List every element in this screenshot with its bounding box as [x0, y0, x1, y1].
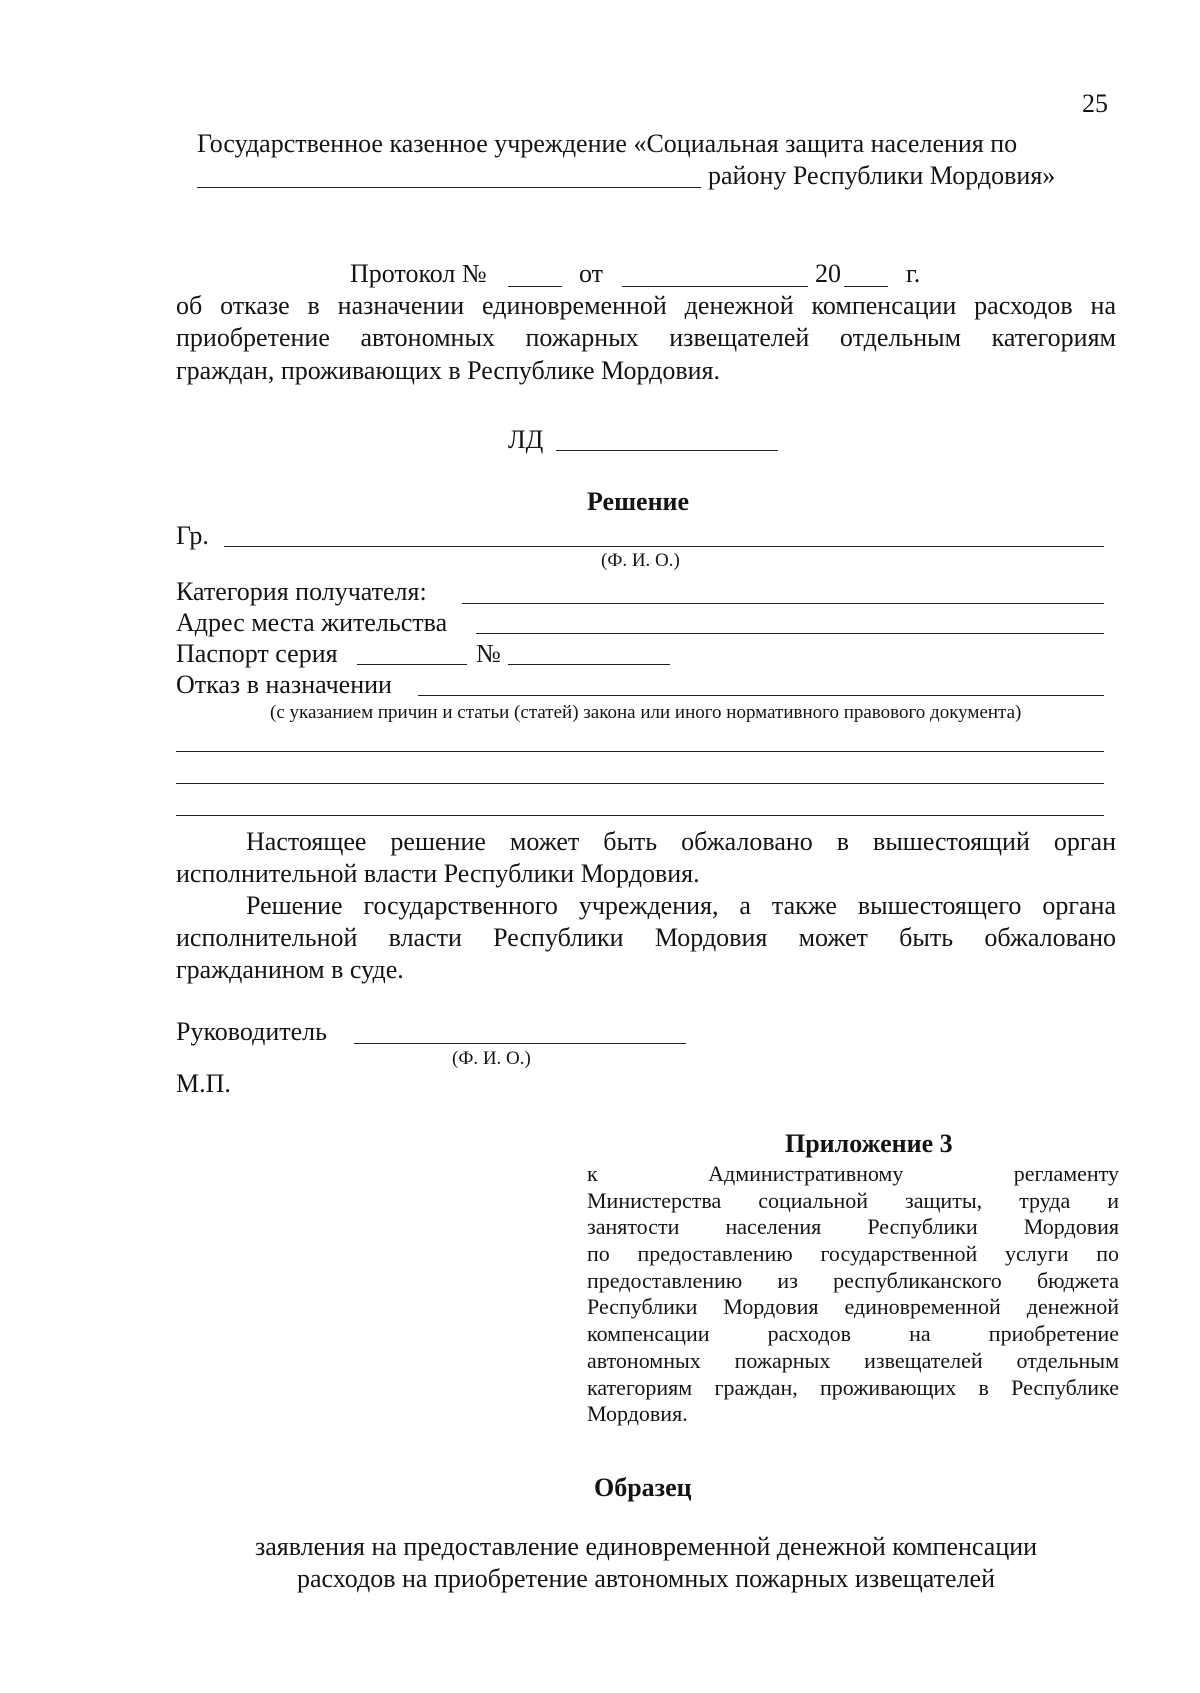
head-signature-line: [354, 1043, 686, 1044]
appendix-line-6: Республики Мордовия единовременной денежной: [587, 1294, 1119, 1320]
category-label: Категория получателя:: [176, 577, 427, 606]
protocol-desc-line-1: об отказе в назначении единовременной денежной компенсации расходов на: [176, 291, 1116, 320]
refusal-caption: (с указанием причин и статьи (статей) закона или иного нормативного правового документа): [270, 702, 1022, 723]
protocol-year-blank: [844, 286, 888, 287]
appendix-line-1: к Административному регламенту: [587, 1161, 1119, 1186]
refusal-line: [418, 695, 1104, 696]
ld-blank-line: [556, 450, 778, 451]
passport-series-label: Паспорт серия: [176, 639, 338, 668]
refusal-extra-line-1: [176, 751, 1104, 752]
appendix-line-5: предоставлению из республиканского бюджета: [587, 1267, 1119, 1293]
appeal-p2-line-3: гражданином в суде.: [176, 955, 404, 984]
protocol-year-suffix: г.: [906, 259, 921, 288]
appeal-p2-line-2: исполнительной власти Республики Мордовия может быть обжаловано: [176, 923, 1116, 952]
appeal-p1-line-1: Настоящее решение может быть обжаловано в вышестоящий орган: [246, 827, 1116, 856]
refusal-extra-line-2: [176, 783, 1104, 784]
sample-line-2: расходов на приобретение автономных пожарных извещателей: [297, 1564, 995, 1593]
appendix-line-10: Мордовия.: [587, 1401, 688, 1427]
passport-number-label: №: [476, 639, 501, 668]
head-fio-caption: (Ф. И. О.): [452, 1048, 531, 1069]
passport-series-line: [357, 664, 467, 665]
appendix-line-9: категориям граждан, проживающих в Республике: [587, 1374, 1119, 1400]
appendix-line-4: по предоставлению государственной услуги по: [587, 1241, 1119, 1267]
protocol-date-blank: [622, 286, 808, 287]
protocol-year-prefix: 20: [815, 259, 841, 288]
protocol-number-label: Протокол №: [350, 259, 487, 288]
citizen-fio-line: [224, 546, 1104, 547]
passport-number-line: [508, 664, 670, 665]
appendix-line-8: автономных пожарных извещателей отдельным: [587, 1347, 1119, 1373]
address-label: Адрес места жительства: [176, 608, 448, 637]
district-blank-line: [197, 187, 701, 188]
appendix-line-3: занятости населения Республики Мордовия: [587, 1214, 1119, 1240]
address-line: [476, 633, 1104, 634]
refusal-label: Отказ в назначении: [176, 670, 392, 699]
protocol-desc-line-3: граждан, проживающих в Республике Мордовия.: [176, 356, 721, 385]
refusal-extra-line-3: [176, 815, 1104, 816]
appendix-text: [587, 1161, 1119, 1428]
head-label: Руководитель: [176, 1017, 327, 1046]
sample-line-1: заявления на предоставление единовременной денежной компенсации: [254, 1532, 1038, 1561]
ld-label: ЛД: [508, 425, 544, 454]
sample-title: Образец: [594, 1473, 692, 1502]
protocol-from-label: от: [579, 259, 604, 288]
stamp-label: М.П.: [176, 1069, 231, 1098]
decision-title: Решение: [587, 487, 690, 516]
header-line-1: Государственное казенное учреждение «Социальная защита населения по: [197, 129, 1018, 158]
appendix-title: Приложение 3: [785, 1129, 953, 1158]
category-line: [462, 603, 1104, 604]
appeal-p1-line-2: исполнительной власти Республики Мордовия.: [176, 859, 700, 888]
protocol-desc-line-2: приобретение автономных пожарных извещателей отдельным категориям: [176, 323, 1116, 352]
header-line-2: району Республики Мордовия»: [708, 161, 1056, 190]
appendix-line-2: Министерства социальной защиты, труда и: [587, 1187, 1119, 1213]
page-number: 25: [1082, 89, 1108, 118]
appendix-line-7: компенсации расходов на приобретение: [587, 1321, 1119, 1347]
citizen-label: Гр.: [176, 521, 209, 550]
appeal-p2-line-1: Решение государственного учреждения, а также вышестоящего органа: [246, 891, 1116, 920]
citizen-fio-caption: (Ф. И. О.): [601, 550, 680, 571]
protocol-number-blank: [508, 286, 562, 287]
